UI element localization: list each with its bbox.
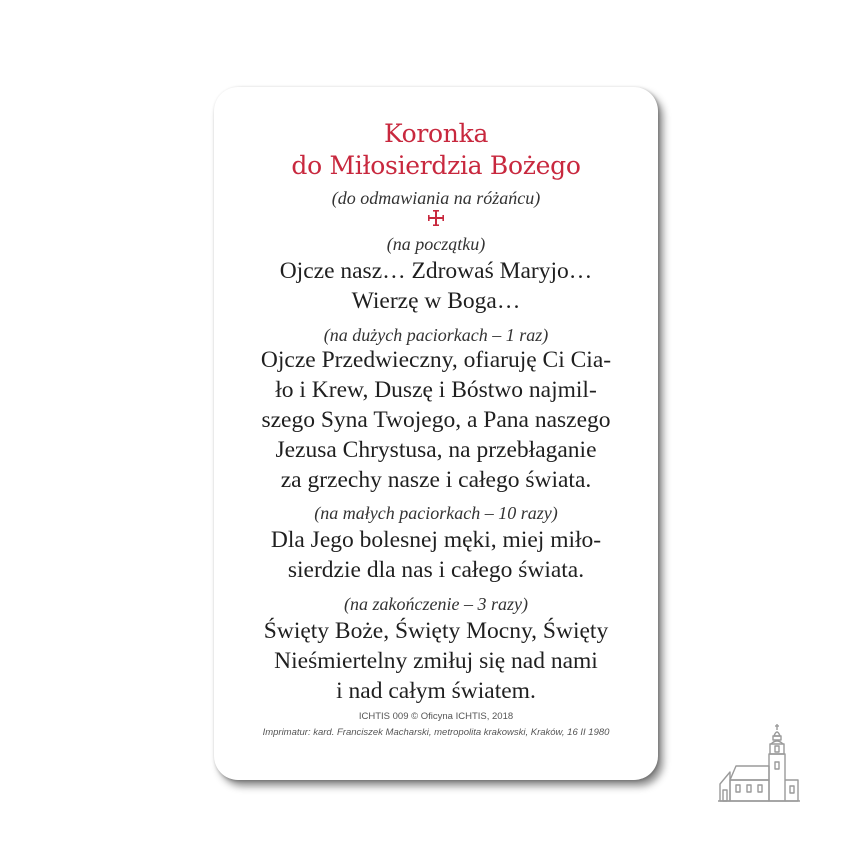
prayer-line: za grzechy nasze i całego świata. [280, 467, 592, 493]
footer-copyright: ICHTIS 009 © Oficyna ICHTIS, 2018 [358, 711, 514, 722]
section-note-large-beads: (na dużych paciorkach – 1 raz) [323, 325, 549, 345]
section-note-start: (na początku) [386, 234, 486, 254]
prayer-line: Dla Jego bolesnej męki, miej miło- [270, 527, 602, 553]
prayer-line: Święty Boże, Święty Mocny, Święty [263, 618, 609, 644]
section-note-small-beads: (na małych paciorkach – 10 razy) [314, 503, 558, 523]
title-line-1: Koronka [383, 119, 489, 148]
prayer-line: Jezusa Chrystusa, na przebłaganie [275, 437, 597, 463]
church-logo-icon [716, 722, 802, 804]
cross-icon [214, 209, 658, 229]
title-line-2: do Miłosierdzia Bożego [291, 151, 581, 180]
prayer-line: i nad całym światem. [336, 678, 536, 704]
subtitle: (do odmawiania na różańcu) [331, 188, 541, 208]
section-note-ending: (na zakończenie – 3 razy) [344, 594, 528, 614]
prayer-line: sierdzie dla nas i całego świata. [287, 557, 585, 583]
prayer-line: Wierzę w Boga… [351, 288, 521, 314]
prayer-line: ło i Krew, Duszę i Bóstwo najmil- [275, 377, 597, 403]
prayer-line: Ojcze Przedwieczny, ofiaruję Ci Cia- [260, 347, 612, 373]
prayer-line: szego Syna Twojego, a Pana naszego [261, 407, 611, 433]
footer-imprimatur: Imprimatur: kard. Franciszek Macharski, metropolita krakowski, Kraków, 16 II 1980 [262, 727, 610, 738]
prayer-line: Nieśmiertelny zmiłuj się nad nami [274, 648, 598, 674]
prayer-line: Ojcze nasz… Zdrowaś Maryjo… [279, 258, 593, 284]
prayer-card [214, 87, 658, 780]
